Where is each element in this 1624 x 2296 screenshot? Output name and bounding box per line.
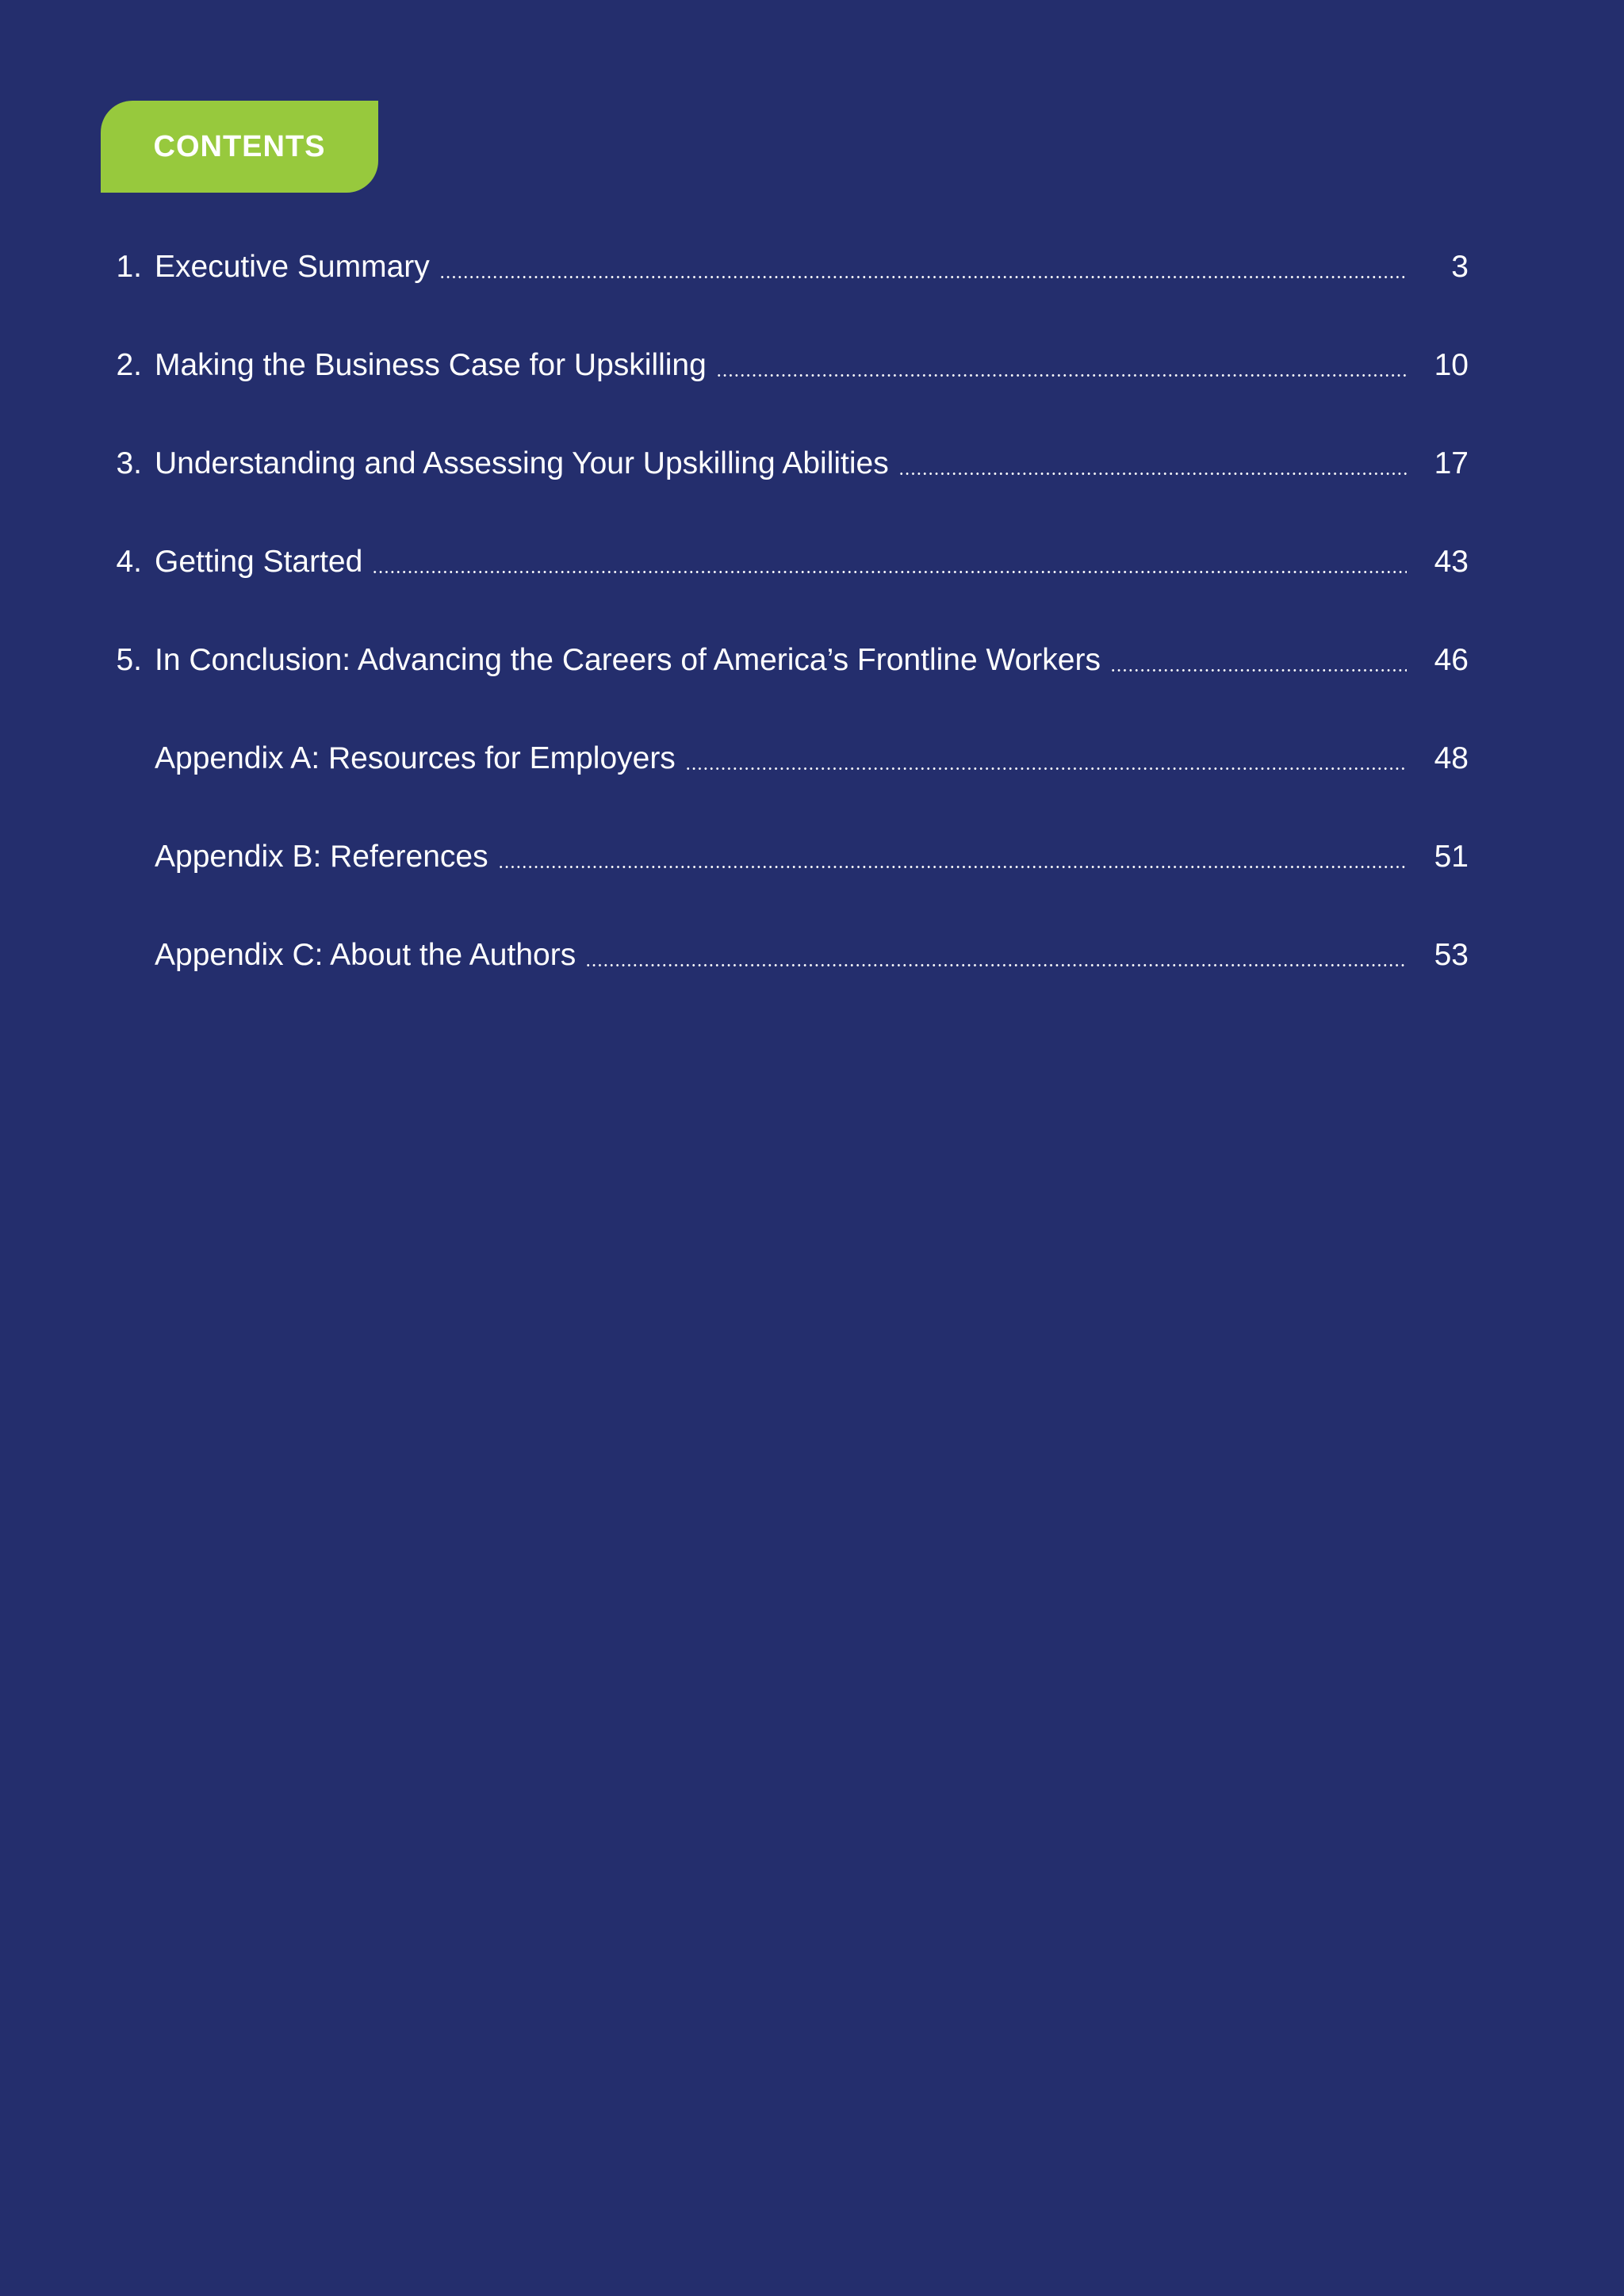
contents-heading: CONTENTS xyxy=(153,129,326,163)
toc-entry-title: In Conclusion: Advancing the Careers of America’s Frontline Workers xyxy=(155,643,1101,677)
toc-entry-title: Appendix A: Resources for Employers xyxy=(155,741,676,775)
toc-entry-number: 4. xyxy=(116,545,142,579)
toc-entry-getting-started[interactable] xyxy=(101,530,1469,594)
toc-entry-page: 10 xyxy=(1434,348,1469,382)
toc-entry-page: 43 xyxy=(1434,545,1469,579)
dot-leader xyxy=(716,374,1407,377)
toc-entry-title: Understanding and Assessing Your Upskilling Abilities xyxy=(155,446,889,480)
toc-entry-title: Appendix C: About the Authors xyxy=(155,938,576,972)
toc-entry-title: Appendix B: References xyxy=(155,840,488,874)
dot-leader xyxy=(585,964,1407,966)
toc-entry-number: 1. xyxy=(116,250,142,284)
toc-entry-conclusion[interactable] xyxy=(101,629,1469,692)
dot-leader xyxy=(685,767,1407,770)
toc-entry-appendix-c[interactable] xyxy=(101,924,1469,987)
toc-entry-page: 53 xyxy=(1434,938,1469,972)
toc-entry-title: Executive Summary xyxy=(155,250,430,284)
toc-entry-appendix-a[interactable] xyxy=(101,727,1469,790)
toc-entry-page: 48 xyxy=(1434,741,1469,775)
dot-leader xyxy=(498,866,1407,868)
toc-entry-title: Getting Started xyxy=(155,545,363,579)
toc-entry-page: 3 xyxy=(1451,250,1469,284)
toc-entry-page: 46 xyxy=(1434,643,1469,677)
toc-entry-assessing-abilities[interactable] xyxy=(101,432,1469,496)
toc-entry-page: 51 xyxy=(1434,840,1469,874)
toc-entry-number: 5. xyxy=(116,643,142,677)
toc-entry-title: Making the Business Case for Upskilling xyxy=(155,348,707,382)
dot-leader xyxy=(439,276,1407,278)
toc-entry-number: 2. xyxy=(116,348,142,382)
toc-entry-page: 17 xyxy=(1434,446,1469,480)
dot-leader xyxy=(372,571,1407,573)
dot-leader xyxy=(898,473,1407,475)
toc-entry-number: 3. xyxy=(116,446,142,480)
toc-entry-appendix-b[interactable] xyxy=(101,825,1469,889)
toc-entry-executive-summary[interactable] xyxy=(101,235,1469,299)
contents-header-tab xyxy=(101,101,378,193)
dot-leader xyxy=(1110,669,1407,672)
toc-entry-business-case[interactable] xyxy=(101,334,1469,397)
